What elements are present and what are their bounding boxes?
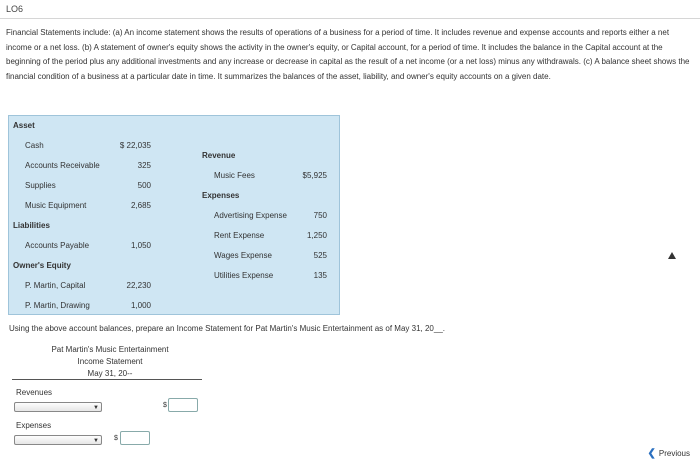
advertising-value: 750 bbox=[313, 211, 327, 220]
statement-company: Pat Martin's Music Entertainment bbox=[51, 345, 169, 354]
chevron-left-icon: ❮ bbox=[647, 448, 656, 459]
mouse-cursor-icon bbox=[668, 252, 676, 259]
fees-value: $5,925 bbox=[302, 171, 327, 180]
previous-button[interactable] bbox=[647, 448, 690, 459]
supplies-label: Supplies bbox=[25, 181, 56, 190]
capital-label: P. Martin, Capital bbox=[25, 281, 86, 290]
header-rule bbox=[12, 379, 202, 380]
statement-date: May 31, 20-- bbox=[87, 369, 133, 378]
chevron-down-icon: ▼ bbox=[93, 405, 99, 411]
wages-value: 525 bbox=[313, 251, 327, 260]
revenues-label: Revenues bbox=[16, 388, 53, 397]
lo-label: LO6 bbox=[6, 4, 24, 14]
statement-title: Income Statement bbox=[77, 357, 143, 366]
cash-value: $ 22,035 bbox=[119, 141, 151, 150]
utilities-label: Utilities Expense bbox=[214, 271, 274, 280]
equipment-value: 2,685 bbox=[130, 201, 151, 210]
expenses-label: Expenses bbox=[16, 421, 52, 430]
utilities-value: 135 bbox=[313, 271, 327, 280]
revenue-account-select[interactable] bbox=[14, 402, 102, 412]
ap-value: 1,050 bbox=[130, 241, 151, 250]
supplies-value: 500 bbox=[137, 181, 151, 190]
previous-label: Previous bbox=[658, 449, 690, 458]
drawing-label: P. Martin, Drawing bbox=[25, 301, 90, 310]
wages-label: Wages Expense bbox=[214, 251, 272, 260]
expenses-heading: Expenses bbox=[202, 191, 240, 200]
advertising-label: Advertising Expense bbox=[214, 211, 287, 220]
liabilities-heading: Liabilities bbox=[13, 221, 50, 230]
fees-label: Music Fees bbox=[214, 171, 255, 180]
asset-heading: Asset bbox=[13, 121, 35, 130]
chevron-down-icon: ▼ bbox=[93, 438, 99, 444]
revenue-amount-input[interactable] bbox=[168, 398, 198, 412]
expense-amount-input[interactable] bbox=[120, 431, 150, 445]
owners-equity-heading: Owner's Equity bbox=[13, 261, 71, 270]
ar-value: 325 bbox=[137, 161, 151, 170]
expense-account-select[interactable] bbox=[14, 435, 102, 445]
revenue-heading: Revenue bbox=[202, 151, 236, 160]
cash-label: Cash bbox=[25, 141, 44, 150]
account-balances-panel bbox=[8, 115, 340, 315]
rent-value: 1,250 bbox=[306, 231, 327, 240]
drawing-value: 1,000 bbox=[130, 301, 151, 310]
equipment-label: Music Equipment bbox=[25, 201, 87, 210]
revenue-dollar-sign: $ bbox=[163, 402, 167, 409]
intro-text: Financial Statements include: (a) An income statement shows the results of operations of a business for a period of time. It includes revenue and expense accounts and reports either a net income or a net loss. (b) A statement of owner's equity shows the activity in the owner's equity, or Capital account, for a period of time. It includes the balance in the Capital account at the beginning of the period plus any additional investments and any increase or decrease in capital as the result of a net income (or a net loss) minus any withdrawals. (c) A balance sheet shows the financial condition of a business at a particular date in time. It summarizes the balances of the asset, liability, and owner's equity accounts on a given date. bbox=[6, 28, 690, 81]
rent-label: Rent Expense bbox=[214, 231, 265, 240]
divider bbox=[0, 18, 700, 19]
question-text: Using the above account balances, prepare an Income Statement for Pat Martin's Music Entertainment as of May 31, 20__. bbox=[9, 324, 445, 333]
capital-value: 22,230 bbox=[126, 281, 151, 290]
expense-dollar-sign: $ bbox=[114, 435, 118, 442]
ar-label: Accounts Receivable bbox=[25, 161, 100, 170]
ap-label: Accounts Payable bbox=[25, 241, 90, 250]
